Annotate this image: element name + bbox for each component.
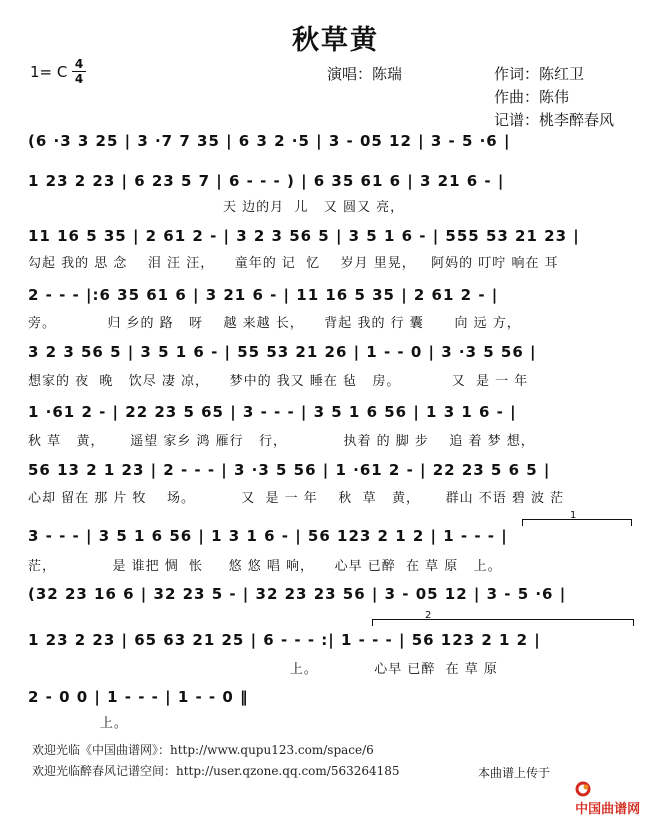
score-line-10-notes: 1 23 2 23 | 65 63 21 25 | 6 - - - :| 1 - - - | 56 123 2 1 2 | [28,631,541,649]
volta-bracket-1 [522,519,632,520]
time-signature [72,58,86,85]
composer-credit: 作曲：陈伟 [494,88,570,106]
logo-text: 中国曲谱网 [575,802,641,817]
logo-swirl-icon [575,781,593,797]
score-line-1-notes: (6 ·3 3 25 | 3 ·7 7 35 | 6 3 2 ·5 | 3 - 05 12 | 3 - 5 ·6 | [28,132,511,150]
song-title: 秋草黄 [292,25,379,56]
volta-bracket-2 [372,619,634,620]
footer-link-1[interactable]: 欢迎光临《中国曲谱网》：http://www.qupu123.com/space/6 [32,743,374,757]
score-line-5-notes: 3 2 3 56 5 | 3 5 1 6 - | 55 53 21 26 | 1 - - 0 | 3 ·3 5 56 | [28,343,537,361]
score-line-7-lyrics: 心却 留在 那 片 牧 场。 又 是 一 年 秋 草 黄， 群山 不语 碧 波 茫 [28,491,565,506]
lyricist-credit: 作词：陈红卫 [494,65,585,83]
score-line-10-lyrics: 上。 心早 已醉 在 草 原 [28,662,498,677]
score-line-5-lyrics: 想家的 夜 晚 饮尽 凄 凉， 梦中的 我又 睡在 毡 房。 又 是 一 年 [28,374,529,389]
score-line-6-lyrics: 秋 草 黄， 遥望 家乡 鸿 雁行 行， 执着 的 脚 步 追 着 梦 想， [28,434,535,449]
score-line-11-lyrics: 上。 [28,716,128,731]
score-line-2-notes: 1 23 2 23 | 6 23 5 7 | 6 - - - ) | 6 35 61 6 | 3 21 6 - | [28,172,505,190]
score-line-11-notes: 2 - 0 0 | 1 - - - | 1 - - 0 ‖ [28,688,249,706]
score-line-6-notes: 1 ·61 2 - | 22 23 5 65 | 3 - - - | 3 5 1 6 56 | 1 3 1 6 - | [28,403,517,421]
footer-link-2[interactable]: 欢迎光临醉春风记谱空间：http://user.qzone.qq.com/563264185 [32,764,400,778]
transcriber-credit: 记谱：桃李醉春风 [494,111,615,129]
score-line-4-notes: 2 - - - |:6 35 61 6 | 3 21 6 - | 11 16 5 35 | 2 61 2 - | [28,286,499,304]
score-line-4-lyrics: 旁。 归 乡的 路 呀 越 来越 长， 背起 我的 行 囊 向 远 方， [28,316,521,331]
score-line-9-notes: (32 23 16 6 | 32 23 5 - | 32 23 23 56 | 3 - 05 12 | 3 - 5 ·6 | [28,585,567,603]
time-signature-top: 4 [74,57,84,71]
score-line-7-notes: 56 13 2 1 23 | 2 - - - | 3 ·3 5 56 | 1 ·61 2 - | 22 23 5 6 5 | [28,461,551,479]
score-line-3-lyrics: 勾起 我的 思 念 泪 汪 汪， 童年的 记 忆 岁月 里晃， 阿妈的 叮咛 响在 耳 [28,256,559,271]
score-line-8-notes: 3 - - - | 3 5 1 6 56 | 1 3 1 6 - | 56 123 2 1 2 | 1 - - - | [28,527,508,545]
singer-credit: 演唱：陈瑞 [327,65,403,83]
score-line-2-lyrics: 天 边的月 儿 又 圆又 亮， [28,200,405,215]
upload-note: 本曲谱上传于 [478,766,551,780]
score-line-3-notes: 11 16 5 35 | 2 61 2 - | 3 2 3 56 5 | 3 5 1 6 - | 555 53 21 23 | [28,227,580,245]
volta-label-1: 1 [570,510,577,521]
time-signature-bottom: 4 [74,72,84,86]
key-signature: 1= C [30,63,68,81]
site-logo[interactable] [565,762,640,820]
volta-label-2: 2 [425,610,432,621]
score-line-8-lyrics: 茫， 是 谁把 惆 怅 悠 悠 唱 响， 心早 已醉 在 草 原 上。 [28,559,502,574]
